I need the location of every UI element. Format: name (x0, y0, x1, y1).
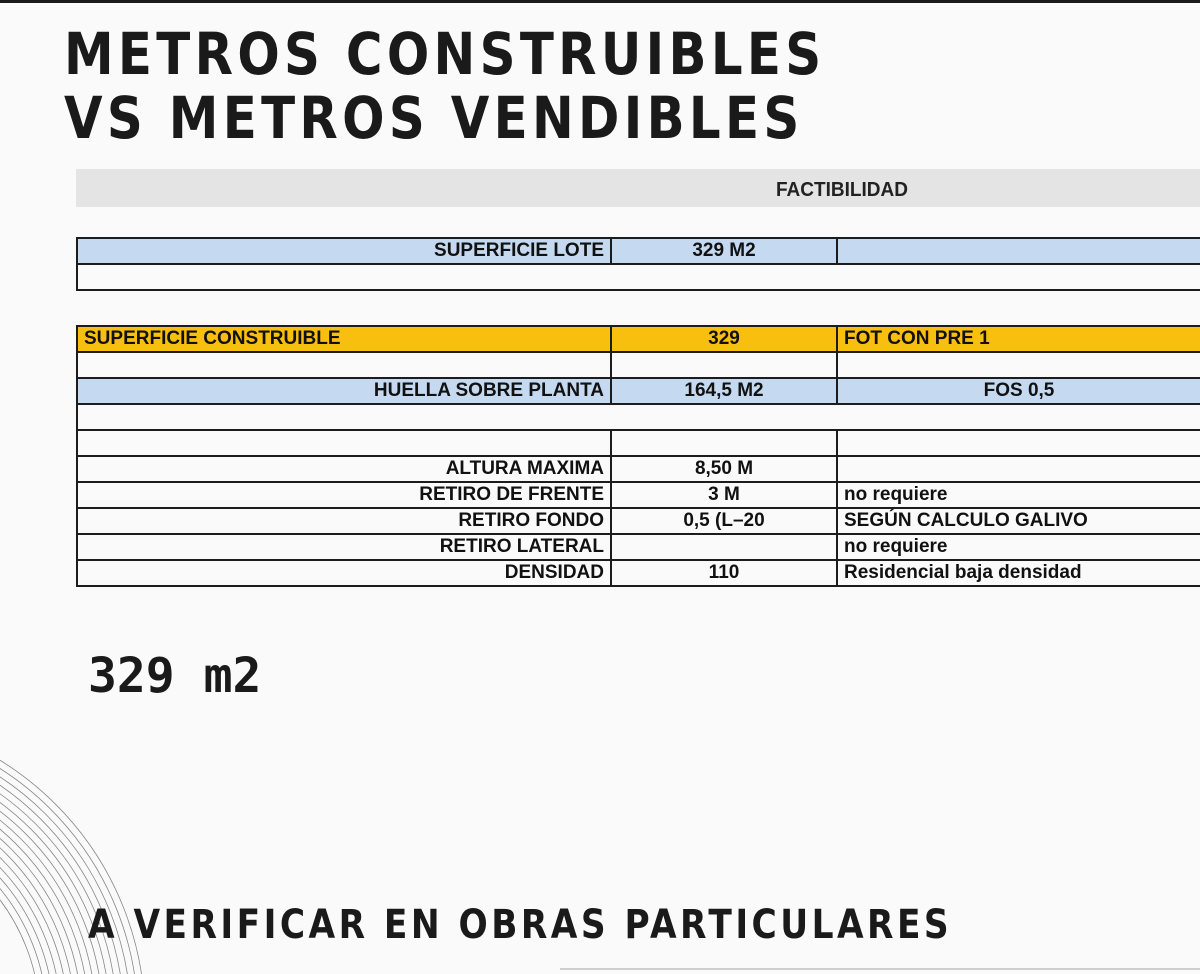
table-row-retiro-fondo (77, 508, 1200, 534)
lote-label: SUPERFICIE LOTE (77, 238, 611, 264)
empty-cell (77, 264, 1200, 290)
row-label: ALTURA MAXIMA (77, 456, 611, 482)
row-value (611, 534, 837, 560)
row-note (837, 430, 1200, 456)
title-line-2: VS METROS VENDIBLES (64, 84, 804, 152)
row-note: FOT CON PRE 1 (837, 326, 1200, 352)
row-note: no requiere (837, 534, 1200, 560)
table-row-retiro-frente (77, 482, 1200, 508)
row-label (77, 352, 611, 378)
row-label: RETIRO LATERAL (77, 534, 611, 560)
table-row-retiro-lateral (77, 534, 1200, 560)
row-note (837, 456, 1200, 482)
table-row-superficie-construible (77, 326, 1200, 352)
footer-note: A VERIFICAR EN OBRAS PARTICULARES (88, 902, 953, 948)
row-value: 3 M (611, 482, 837, 508)
row-value (611, 352, 837, 378)
table-row-densidad (77, 560, 1200, 586)
row-note: no requiere (837, 482, 1200, 508)
row-value: 329 (611, 326, 837, 352)
top-rule (0, 0, 1200, 3)
row-value: 164,5 M2 (611, 378, 837, 404)
lote-value: 329 M2 (611, 238, 837, 264)
row-label (77, 404, 1200, 430)
table-row-empty (77, 264, 1200, 290)
total-area: 329 m2 (88, 648, 262, 704)
factibilidad-band (76, 169, 1200, 207)
row-label: RETIRO DE FRENTE (77, 482, 611, 508)
table-row-empty (77, 352, 1200, 378)
table-row-empty (77, 404, 1200, 430)
bottom-rule (560, 968, 1200, 970)
table-row-altura (77, 456, 1200, 482)
row-label (77, 430, 611, 456)
lote-note (837, 238, 1200, 264)
row-value: 0,5 (L–20 (611, 508, 837, 534)
row-value: 110 (611, 560, 837, 586)
row-label: SUPERFICIE CONSTRUIBLE (77, 326, 611, 352)
row-label: RETIRO FONDO (77, 508, 611, 534)
lote-table (76, 237, 1200, 291)
section-label: FACTIBILIDAD (776, 179, 908, 201)
table-row-superficie-lote (77, 238, 1200, 264)
table-row-huella (77, 378, 1200, 404)
row-note (837, 352, 1200, 378)
row-value: 8,50 M (611, 456, 837, 482)
table-row-empty (77, 430, 1200, 456)
row-note: Residencial baja densidad (837, 560, 1200, 586)
row-label: DENSIDAD (77, 560, 611, 586)
row-label: HUELLA SOBRE PLANTA (77, 378, 611, 404)
factibilidad-table (76, 325, 1200, 587)
row-note: SEGÚN CALCULO GALIVO (837, 508, 1200, 534)
row-value (611, 430, 837, 456)
row-note: FOS 0,5 (837, 378, 1200, 404)
title-line-1: METROS CONSTRUIBLES (64, 20, 826, 88)
